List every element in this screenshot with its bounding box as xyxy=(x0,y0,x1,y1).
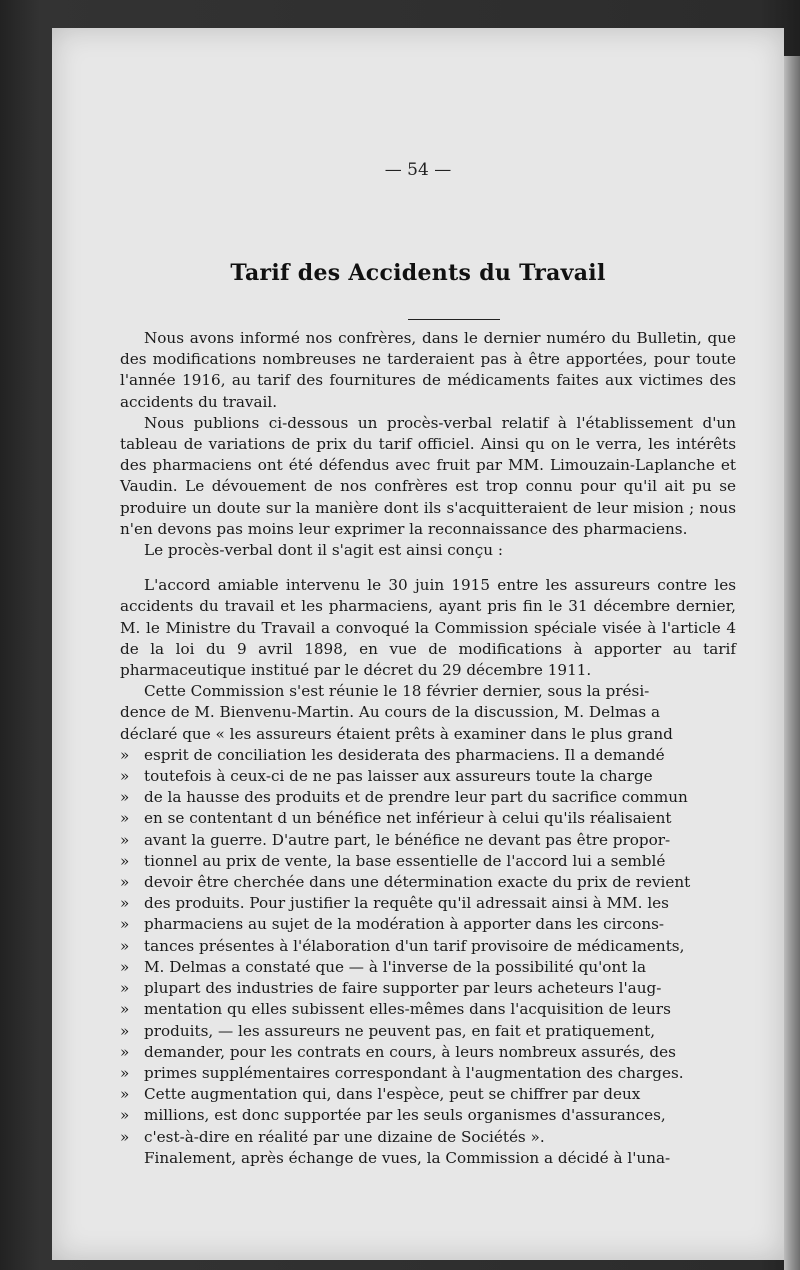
report-paragraph-1: L'accord amiable intervenu le 30 juin 1915 entre les assureurs contre les accidents du travail et les pharmaciens, ayant pris fin le 31 décembre dernier, M. le Ministre du Travail a convoqué la Commission spéciale visée à l'article 4 de la loi du 9 avril 1898, en vue de modifications à apporter au tarif pharmaceutique institué par le décret du 29 décembre 1911. xyxy=(120,576,736,680)
quote-marker: » xyxy=(120,851,130,870)
quote-line xyxy=(120,1084,736,1105)
page-number: — 54 — xyxy=(384,160,452,180)
quote-line xyxy=(120,830,736,851)
quote-line-text: devoir être cherchée dans une détermination exacte du prix de revient xyxy=(144,873,691,892)
quote-line-text: produits, — les assureurs ne peuvent pas, en fait et pratiquement, xyxy=(144,1021,656,1040)
quote-line-text: M. Delmas a constaté que — à l'inverse de la possibilité qu'ont la xyxy=(144,957,647,976)
quote-marker: » xyxy=(120,788,130,807)
quote-line xyxy=(120,808,736,829)
quote-line-text: tances présentes à l'élaboration d'un tarif provisoire de médicaments, xyxy=(144,936,685,955)
quote-line xyxy=(120,1042,736,1063)
quote-line-text: Cette augmentation qui, dans l'espèce, peut se chiffrer par deux xyxy=(144,1085,641,1104)
quote-marker: » xyxy=(120,745,130,764)
report-paragraph-2 xyxy=(120,681,736,1147)
quote-line xyxy=(120,766,736,787)
quote-line-text: demander, pour les contrats en cours, à leurs nombreux assurés, des xyxy=(144,1042,676,1061)
quote-line xyxy=(120,872,736,893)
article-body xyxy=(120,328,736,1169)
quote-marker: » xyxy=(120,936,130,955)
article-title: Tarif des Accidents du Travail xyxy=(230,260,606,286)
quote-marker: » xyxy=(120,1127,130,1146)
quote-marker: » xyxy=(120,830,130,849)
quote-line-text: de la hausse des produits et de prendre leur part du sacrifice commun xyxy=(144,788,688,807)
quote-line-text: avant la guerre. D'autre part, le bénéfice ne devant pas être propor- xyxy=(144,830,671,849)
quote-line xyxy=(120,978,736,999)
quote-line xyxy=(120,957,736,978)
quote-line xyxy=(120,893,736,914)
quote-line-text: mentation qu elles subissent elles-mêmes dans l'acquisition de leurs xyxy=(144,1000,671,1019)
quote-line xyxy=(120,745,736,766)
report-line-2: dence de M. Bienvenu-Martin. Au cours de la discussion, M. Delmas a xyxy=(120,703,661,722)
final-line: Finalement, après échange de vues, la Commission a décidé à l'una- xyxy=(144,1148,671,1167)
quote-marker: » xyxy=(120,957,130,976)
quote-line-text: des produits. Pour justifier la requête qu'il adressait ainsi à MM. les xyxy=(144,894,669,913)
quote-line-text: tionnel au prix de vente, la base essentielle de l'accord lui a semblé xyxy=(144,851,666,870)
quote-marker: » xyxy=(120,1000,130,1019)
intro-paragraph-1: Nous avons informé nos confrères, dans le dernier numéro du Bulletin, que des modifications nombreuses ne tarderaient pas à être apportées, pour toute l'année 1916, au tarif des fournitures de médicaments faites aux victimes des accidents du travail. xyxy=(120,329,736,411)
quote-marker: » xyxy=(120,1106,130,1125)
quote-line xyxy=(120,914,736,935)
title-divider xyxy=(408,319,500,320)
quoted-statement xyxy=(120,745,736,1148)
quote-marker: » xyxy=(120,809,130,828)
quote-line xyxy=(120,787,736,808)
intro-paragraph-2: Nous publions ci-dessous un procès-verbal relatif à l'établissement d'un tableau de variations de prix du tarif officiel. Ainsi qu on le verra, les intérêts des pharmaciens ont été défendus avec fruit par MM. Limouzain-Laplanche et Vaudin. Le dévouement de nos confrères est trop connu pour qu'il ait pu se produire un doute sur la manière dont ils s'acquitteraient de leur mision ; nous n'en devons pas moins leur exprimer la reconnaissance des pharmaciens. xyxy=(120,413,736,538)
quote-line xyxy=(120,1105,736,1126)
quote-line-text: toutefois à ceux-ci de ne pas laisser aux assureurs toute la charge xyxy=(144,767,653,786)
quote-line xyxy=(120,1021,736,1042)
quote-marker: » xyxy=(120,1085,130,1104)
report-line-1: Cette Commission s'est réunie le 18 février dernier, sous la prési- xyxy=(144,682,650,701)
quote-line-text: millions, est donc supportée par les seuls organismes d'assurances, xyxy=(144,1106,666,1125)
quote-line xyxy=(120,851,736,872)
page-edge xyxy=(784,56,800,1270)
report-line-3: déclaré que « les assureurs étaient prêts à examiner dans le plus grand xyxy=(120,724,673,743)
quote-line xyxy=(120,936,736,957)
quote-marker: » xyxy=(120,979,130,998)
quote-line-text: pharmaciens au sujet de la modération à apporter dans les circons- xyxy=(144,915,665,934)
quote-line-text: primes supplémentaires correspondant à l'augmentation des charges. xyxy=(144,1063,684,1082)
quote-marker: » xyxy=(120,1042,130,1061)
quote-marker: » xyxy=(120,1063,130,1082)
intro-paragraph-3: Le procès-verbal dont il s'agit est ainsi conçu : xyxy=(144,541,503,560)
quote-line xyxy=(120,1127,736,1148)
quote-line-text: plupart des industries de faire supporter par leurs acheteurs l'aug- xyxy=(144,979,662,998)
quote-marker: » xyxy=(120,915,130,934)
quote-marker: » xyxy=(120,873,130,892)
quote-marker: » xyxy=(120,1021,130,1040)
quote-line xyxy=(120,1063,736,1084)
quote-marker: » xyxy=(120,894,130,913)
quote-marker: » xyxy=(120,767,130,786)
quote-line xyxy=(120,999,736,1020)
quote-line-text: esprit de conciliation les desiderata des pharmaciens. Il a demandé xyxy=(144,745,665,764)
quote-line-text: c'est-à-dire en réalité par une dizaine de Sociétés ». xyxy=(144,1127,545,1146)
quote-line-text: en se contentant d un bénéfice net inférieur à celui qu'ils réalisaient xyxy=(144,809,672,828)
